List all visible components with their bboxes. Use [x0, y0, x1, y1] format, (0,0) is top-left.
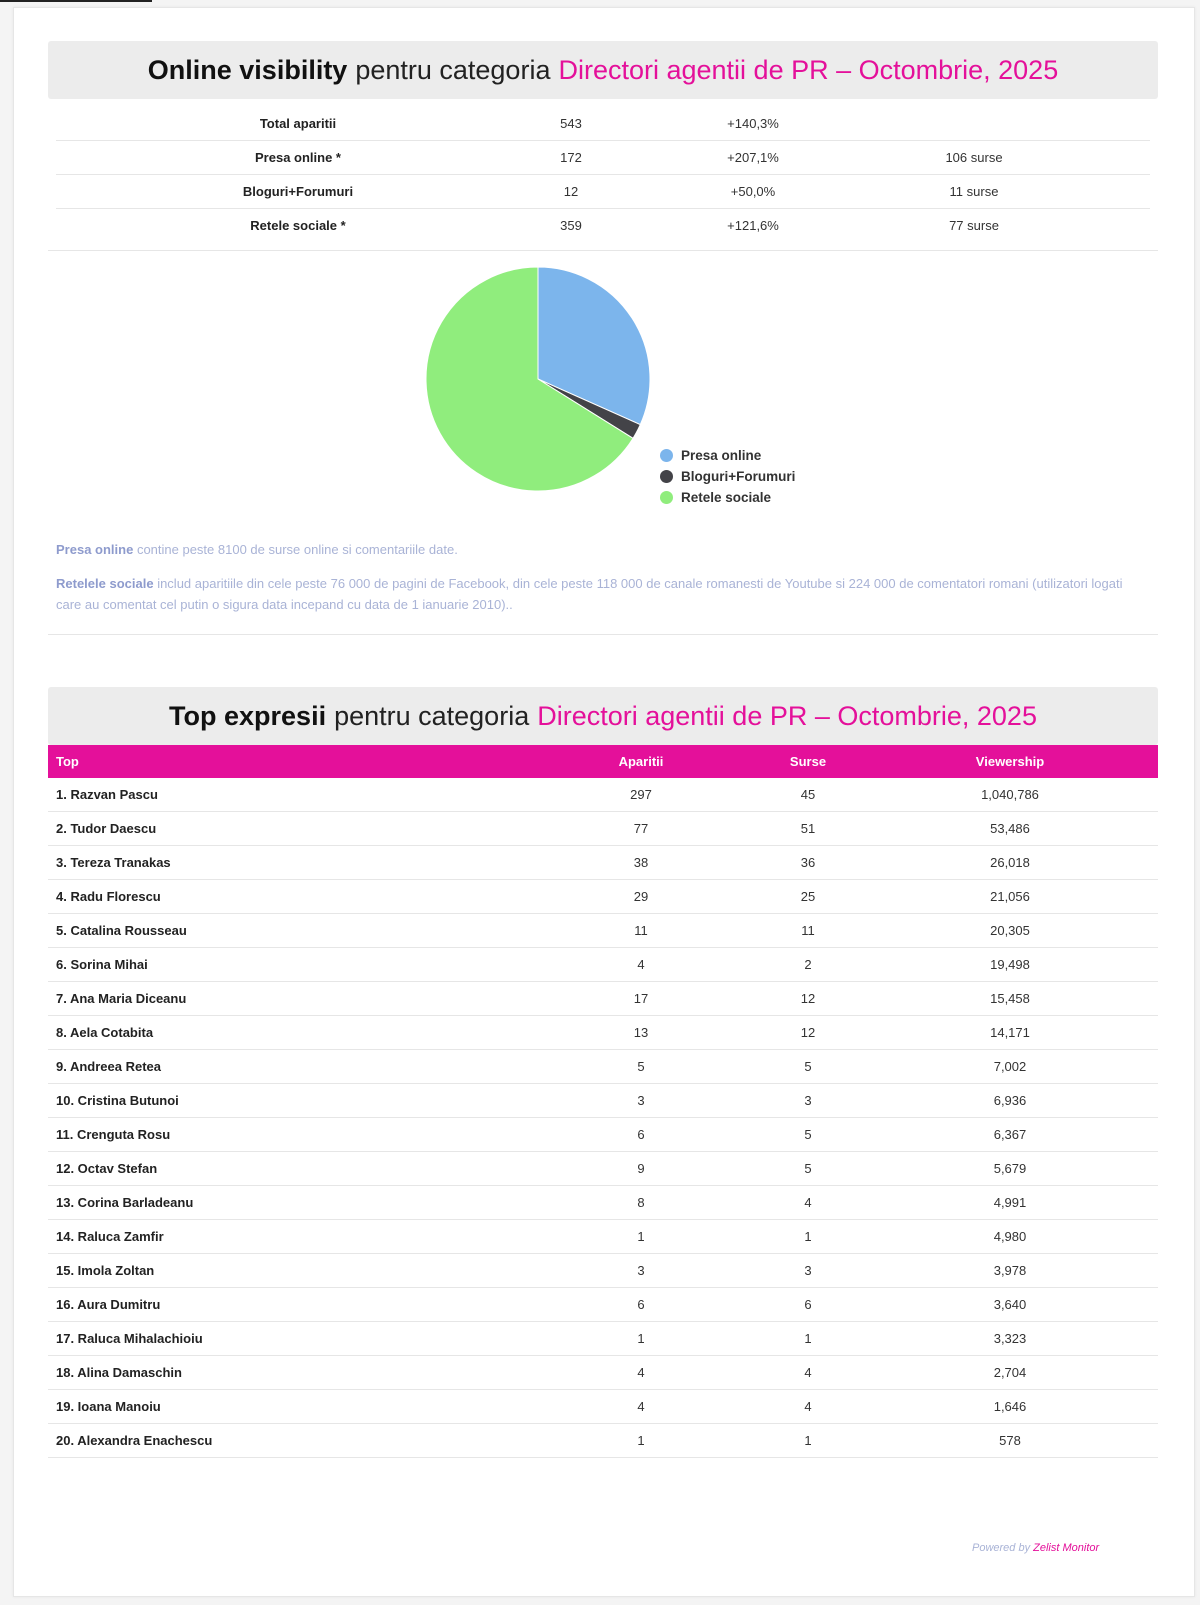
- top-title-strong: Top expresii: [169, 700, 327, 731]
- note-retele-label: Retelele sociale: [56, 576, 154, 591]
- cell-viewership: 15,458: [990, 991, 1030, 1006]
- visibility-growth: +207,1%: [727, 150, 779, 165]
- cell-name: 16. Aura Dumitru: [56, 1297, 161, 1312]
- top-title-normal: pentru categoria: [334, 700, 530, 731]
- cell-name: 7. Ana Maria Diceanu: [56, 991, 187, 1006]
- cell-viewership: 6,367: [993, 1127, 1027, 1142]
- visibility-growth: +121,6%: [727, 218, 779, 233]
- visibility-count: 12: [563, 184, 579, 199]
- cell-viewership: 6,936: [993, 1093, 1027, 1108]
- cell-aparitii: 3: [637, 1093, 645, 1108]
- cell-name: 5. Catalina Rousseau: [56, 923, 187, 938]
- visibility-row: [56, 175, 1150, 209]
- powered-by-text: Powered by: [972, 1542, 1031, 1554]
- note-retele: [56, 573, 1150, 615]
- cell-name: 11. Crenguta Rosu: [56, 1127, 171, 1142]
- visibility-label: Retele sociale *: [250, 218, 346, 233]
- cell-name: 15. Imola Zoltan: [56, 1263, 155, 1278]
- pie-chart-area: [48, 251, 1158, 529]
- cell-surse: 6: [804, 1297, 812, 1312]
- cell-surse: 5: [804, 1127, 812, 1142]
- cell-aparitii: 8: [637, 1195, 645, 1210]
- legend-dot: [660, 449, 673, 462]
- cell-surse: 1: [804, 1331, 812, 1346]
- cell-name: 8. Aela Cotabita: [56, 1025, 154, 1040]
- cell-viewership: 26,018: [990, 855, 1030, 870]
- cell-viewership: 2,704: [993, 1365, 1027, 1380]
- cell-surse: 1: [804, 1433, 812, 1448]
- cell-viewership: 4,991: [993, 1195, 1027, 1210]
- cell-surse: 5: [804, 1161, 812, 1176]
- table-row: [48, 1288, 1158, 1322]
- visibility-sources: 106 surse: [945, 150, 1003, 165]
- cell-surse: 25: [800, 889, 816, 904]
- cell-name: 17. Raluca Mihalachioiu: [56, 1331, 203, 1346]
- notes: [48, 539, 1158, 615]
- header-surse[interactable]: Surse: [789, 754, 827, 769]
- cell-viewership: 3,978: [993, 1263, 1027, 1278]
- header-aparitii[interactable]: Aparitii: [618, 754, 664, 769]
- cell-surse: 3: [804, 1263, 812, 1278]
- table-row: [48, 1390, 1158, 1424]
- table-row: [48, 1084, 1158, 1118]
- cell-viewership: 7,002: [993, 1059, 1027, 1074]
- table-row: [48, 1356, 1158, 1390]
- table-row: [48, 1220, 1158, 1254]
- header-viewership[interactable]: Viewership: [975, 754, 1045, 769]
- table-row: [48, 812, 1158, 846]
- cell-aparitii: 3: [637, 1263, 645, 1278]
- visibility-title-accent: Directori agentii de PR – Octombrie, 2025: [558, 54, 1059, 85]
- legend-item-bloguri[interactable]: [660, 466, 795, 487]
- visibility-table: [48, 107, 1158, 242]
- cell-surse: 51: [800, 821, 816, 836]
- visibility-title: [48, 41, 1158, 99]
- cell-surse: 4: [804, 1365, 812, 1380]
- cell-aparitii: 38: [633, 855, 649, 870]
- cell-name: 14. Raluca Zamfir: [56, 1229, 164, 1244]
- report-page: [13, 7, 1195, 1597]
- top-table-body: [48, 778, 1158, 1458]
- visibility-sources: 11 surse: [949, 184, 999, 199]
- table-row: [48, 914, 1158, 948]
- cell-aparitii: 1: [637, 1229, 645, 1244]
- note-presa: [56, 539, 1150, 560]
- visibility-growth: +140,3%: [727, 116, 779, 131]
- powered-by: [972, 1542, 1099, 1554]
- divider: [48, 634, 1158, 635]
- cell-viewership: 578: [999, 1433, 1021, 1448]
- top-title-accent: Directori agentii de PR – Octombrie, 2025: [537, 700, 1037, 731]
- cell-aparitii: 4: [637, 1365, 645, 1380]
- visibility-count: 359: [560, 218, 582, 233]
- legend-label: Retele sociale: [681, 490, 772, 505]
- chart-legend: [660, 445, 795, 508]
- table-row: [48, 880, 1158, 914]
- top-table-header: [48, 745, 1158, 778]
- cell-name: 12. Octav Stefan: [56, 1161, 158, 1176]
- cell-surse: 36: [800, 855, 816, 870]
- cell-aparitii: 13: [633, 1025, 649, 1040]
- visibility-label: Presa online *: [255, 150, 341, 165]
- cell-viewership: 53,486: [990, 821, 1030, 836]
- table-row: [48, 1118, 1158, 1152]
- cell-name: 9. Andreea Retea: [56, 1059, 162, 1074]
- cell-viewership: 1,040,786: [981, 787, 1039, 802]
- cell-viewership: 14,171: [990, 1025, 1030, 1040]
- cell-aparitii: 17: [633, 991, 649, 1006]
- top-rule: [0, 0, 152, 2]
- cell-viewership: 3,640: [993, 1297, 1027, 1312]
- visibility-row: [56, 209, 1150, 242]
- visibility-count: 172: [560, 150, 582, 165]
- cell-name: 3. Tereza Tranakas: [56, 855, 171, 870]
- legend-item-presa[interactable]: [660, 445, 795, 466]
- cell-aparitii: 6: [637, 1297, 645, 1312]
- cell-aparitii: 4: [637, 1399, 645, 1414]
- cell-aparitii: 29: [633, 889, 649, 904]
- cell-viewership: 1,646: [993, 1399, 1027, 1414]
- visibility-title-normal: pentru categoria: [355, 54, 551, 85]
- cell-aparitii: 1: [637, 1331, 645, 1346]
- cell-name: 19. Ioana Manoiu: [56, 1399, 161, 1414]
- table-row: [48, 1050, 1158, 1084]
- cell-aparitii: 6: [637, 1127, 645, 1142]
- cell-aparitii: 1: [637, 1433, 645, 1448]
- legend-label: Presa online: [681, 448, 762, 463]
- table-row: [48, 1016, 1158, 1050]
- table-row: [48, 1424, 1158, 1458]
- visibility-count: 543: [560, 116, 582, 131]
- cell-aparitii: 297: [630, 787, 652, 802]
- table-row: [48, 1322, 1158, 1356]
- cell-aparitii: 4: [637, 957, 645, 972]
- cell-name: 2. Tudor Daescu: [56, 821, 157, 836]
- cell-surse: 3: [804, 1093, 812, 1108]
- note-presa-text: contine peste 8100 de surse online si comentariile date.: [136, 542, 458, 557]
- brand-link[interactable]: Zelist Monitor: [1033, 1542, 1100, 1554]
- cell-surse: 2: [804, 957, 812, 972]
- visibility-row: [56, 107, 1150, 141]
- cell-name: 13. Corina Barladeanu: [56, 1195, 194, 1210]
- visibility-panel: [48, 41, 1158, 635]
- legend-label: Bloguri+Forumuri: [681, 469, 796, 484]
- table-row: [48, 778, 1158, 812]
- table-row: [48, 846, 1158, 880]
- table-row: [48, 982, 1158, 1016]
- table-row: [48, 1186, 1158, 1220]
- cell-viewership: 20,305: [990, 923, 1030, 938]
- cell-aparitii: 77: [633, 821, 649, 836]
- header-top[interactable]: Top: [56, 754, 79, 769]
- legend-dot: [660, 470, 673, 483]
- cell-aparitii: 9: [637, 1161, 645, 1176]
- table-row: [48, 1152, 1158, 1186]
- cell-viewership: 21,056: [990, 889, 1030, 904]
- cell-surse: 1: [804, 1229, 812, 1244]
- cell-name: 1. Razvan Pascu: [56, 787, 158, 802]
- cell-name: 18. Alina Damaschin: [56, 1365, 182, 1380]
- pie-chart: [48, 251, 1158, 529]
- legend-item-retele[interactable]: [660, 487, 795, 508]
- cell-surse: 4: [804, 1195, 812, 1210]
- visibility-label: Bloguri+Forumuri: [242, 184, 354, 199]
- cell-aparitii: 5: [637, 1059, 645, 1074]
- cell-surse: 12: [800, 991, 816, 1006]
- cell-surse: 4: [804, 1399, 812, 1414]
- table-row: [48, 1254, 1158, 1288]
- visibility-row: [56, 141, 1150, 175]
- cell-viewership: 5,679: [993, 1161, 1027, 1176]
- legend-dot: [660, 491, 673, 504]
- visibility-sources: 77 surse: [949, 218, 999, 233]
- cell-viewership: 4,980: [993, 1229, 1027, 1244]
- table-row: [48, 948, 1158, 982]
- note-retele-text: includ aparitiile din cele peste 76 000 de pagini de Facebook, din cele peste 118 000 de canale romanesti de Youtube si 224 000 de comentatori romani (utilizatori logati care au comentat cel putin o sigura data incepand cu data de 1 ianuarie 2010)..: [56, 576, 1123, 612]
- cell-aparitii: 11: [634, 923, 648, 938]
- cell-name: 4. Radu Florescu: [56, 889, 161, 904]
- visibility-growth: +50,0%: [730, 184, 776, 199]
- cell-name: 20. Alexandra Enachescu: [56, 1433, 213, 1448]
- cell-viewership: 19,498: [990, 957, 1030, 972]
- cell-surse: 45: [800, 787, 816, 802]
- cell-surse: 12: [800, 1025, 816, 1040]
- cell-surse: 11: [801, 923, 815, 938]
- cell-surse: 5: [804, 1059, 812, 1074]
- top-panel: [48, 687, 1158, 1458]
- note-presa-label: Presa online: [56, 542, 134, 557]
- cell-name: 6. Sorina Mihai: [56, 957, 148, 972]
- top-title: [48, 687, 1158, 745]
- cell-name: 10. Cristina Butunoi: [56, 1093, 179, 1108]
- cell-viewership: 3,323: [993, 1331, 1027, 1346]
- visibility-label: Total aparitii: [259, 116, 337, 131]
- visibility-title-strong: Online visibility: [147, 54, 348, 85]
